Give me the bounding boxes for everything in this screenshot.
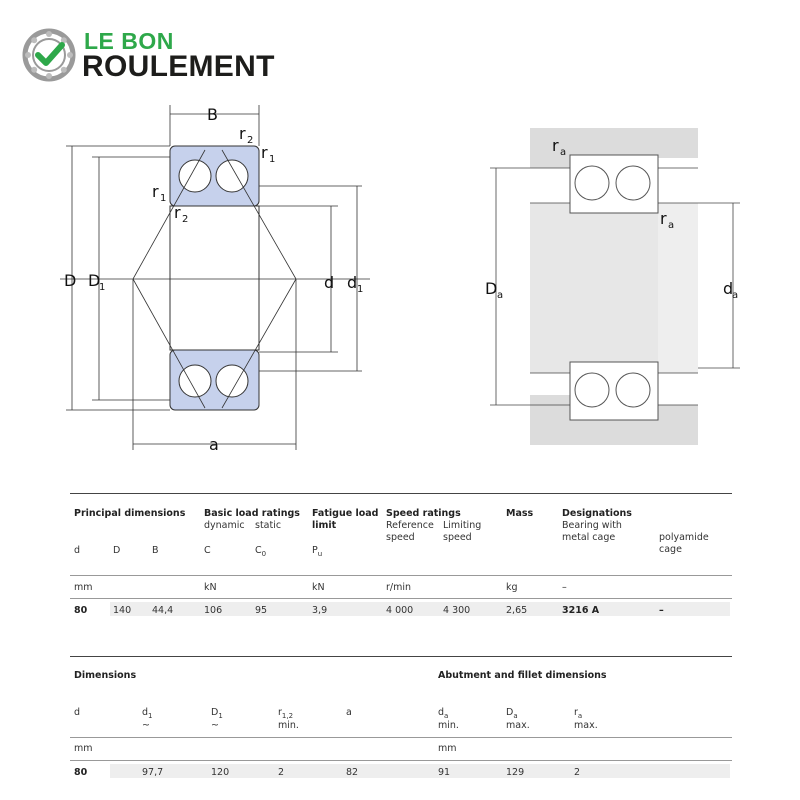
value2-a: 82 bbox=[346, 767, 359, 778]
symbol2-Da: $D_a$ max. bbox=[506, 707, 530, 731]
value2-D1: 120 bbox=[211, 767, 230, 778]
bearing-check-logo-icon bbox=[22, 28, 76, 82]
table-row bbox=[110, 602, 730, 616]
unit2-mm-1: mm bbox=[74, 743, 93, 754]
label-D: D bbox=[64, 271, 77, 290]
header-bearing-2: metal cage bbox=[562, 532, 616, 543]
label-Da-sub: a bbox=[497, 290, 504, 301]
value-polyamide: – bbox=[659, 605, 664, 616]
value-C: 106 bbox=[204, 605, 223, 616]
symbol-Pu: $P_u$ bbox=[312, 545, 323, 558]
unit-dash: – bbox=[562, 582, 567, 593]
header-abutment: Abutment and fillet dimensions bbox=[438, 670, 607, 681]
symbol-B: B bbox=[152, 545, 159, 556]
value2-r12: 2 bbox=[278, 767, 285, 778]
symbol-C: C bbox=[204, 545, 211, 556]
header-principal-dimensions: Principal dimensions bbox=[74, 508, 186, 519]
label-Da: D bbox=[485, 279, 498, 298]
logo-line2: ROULEMENT bbox=[82, 50, 275, 83]
value2-Da: 129 bbox=[506, 767, 525, 778]
value-Pu: 3,9 bbox=[312, 605, 328, 616]
label-r2-top-sub: 2 bbox=[247, 135, 254, 146]
unit-mm: mm bbox=[74, 582, 93, 593]
symbol-D: D bbox=[113, 545, 121, 556]
header-reference-1: Reference bbox=[386, 520, 434, 531]
label-d1-sub: 1 bbox=[357, 284, 364, 295]
label-B: B bbox=[207, 105, 218, 124]
symbol2-a: a bbox=[346, 707, 352, 718]
label-ra-right: r bbox=[660, 209, 667, 228]
bearing-section-drawing bbox=[0, 95, 400, 460]
header-limiting-2: speed bbox=[443, 532, 472, 543]
unit-kN-1: kN bbox=[204, 582, 217, 593]
symbol2-ra: $r_a$ max. bbox=[574, 707, 598, 731]
symbol2-da: $d_a$ min. bbox=[438, 707, 459, 731]
value-mass: 2,65 bbox=[506, 605, 528, 616]
header-dynamic: dynamic bbox=[204, 520, 245, 531]
label-ra-top-sub: a bbox=[560, 147, 567, 158]
header-limiting-1: Limiting bbox=[443, 520, 482, 531]
value-designation: 3216 A bbox=[562, 605, 600, 616]
value2-d1: 97,7 bbox=[142, 767, 164, 778]
label-da: d bbox=[723, 279, 734, 298]
header-fatigue-1: Fatigue load bbox=[312, 508, 379, 519]
value-D: 140 bbox=[113, 605, 132, 616]
header-bearing-1: Bearing with bbox=[562, 520, 622, 531]
header-polyamide-1: polyamide bbox=[659, 532, 709, 543]
unit2-mm-2: mm bbox=[438, 743, 457, 754]
value-B: 44,4 bbox=[152, 605, 174, 616]
header-mass: Mass bbox=[506, 508, 534, 519]
value2-d: 80 bbox=[74, 767, 88, 778]
header-speed-ratings: Speed ratings bbox=[386, 508, 461, 519]
header-basic-load-ratings: Basic load ratings bbox=[204, 508, 300, 519]
label-ra-top: r bbox=[552, 136, 559, 155]
value-reference-speed: 4 000 bbox=[386, 605, 414, 616]
label-D1-sub: 1 bbox=[99, 282, 106, 293]
label-r1-left: r bbox=[152, 182, 159, 201]
label-r2-left-sub: 2 bbox=[182, 214, 189, 225]
label-r1-top-sub: 1 bbox=[269, 154, 276, 165]
logo-line1: LE BON bbox=[84, 28, 174, 54]
value-d: 80 bbox=[74, 605, 88, 616]
value-limiting-speed: 4 300 bbox=[443, 605, 471, 616]
unit-kg: kg bbox=[506, 582, 518, 593]
label-D1: D bbox=[88, 271, 101, 290]
label-r2-left: r bbox=[174, 203, 181, 222]
header-fatigue-2: limit bbox=[312, 520, 337, 531]
value2-ra: 2 bbox=[574, 767, 581, 778]
unit-rmin: r/min bbox=[386, 582, 412, 593]
label-da-sub: a bbox=[732, 290, 739, 301]
symbol-C0: $C_0$ bbox=[255, 545, 267, 558]
label-d: d bbox=[324, 273, 335, 292]
symbol2-d1: $d_1$ ~ bbox=[142, 707, 153, 731]
label-r1-top: r bbox=[261, 143, 268, 162]
symbol2-D1: $D_1$ ~ bbox=[211, 707, 223, 731]
value-C0: 95 bbox=[255, 605, 268, 616]
header-static: static bbox=[255, 520, 282, 531]
symbol2-d: d bbox=[74, 707, 81, 718]
header-dimensions: Dimensions bbox=[74, 670, 137, 681]
symbol-d: d bbox=[74, 545, 81, 556]
header-designations: Designations bbox=[562, 508, 632, 519]
value2-da: 91 bbox=[438, 767, 451, 778]
symbol2-r12: $r_{1,2}$ min. bbox=[278, 707, 299, 731]
abutment-drawing bbox=[480, 120, 739, 455]
label-a: a bbox=[209, 435, 219, 454]
label-d1: d bbox=[347, 273, 358, 292]
label-ra-right-sub: a bbox=[668, 220, 675, 231]
header-reference-2: speed bbox=[386, 532, 415, 543]
label-r1-left-sub: 1 bbox=[160, 193, 167, 204]
header-polyamide-2: cage bbox=[659, 544, 682, 555]
unit-kN-2: kN bbox=[312, 582, 325, 593]
table-row bbox=[110, 764, 730, 778]
label-r2-top: r bbox=[239, 124, 246, 143]
